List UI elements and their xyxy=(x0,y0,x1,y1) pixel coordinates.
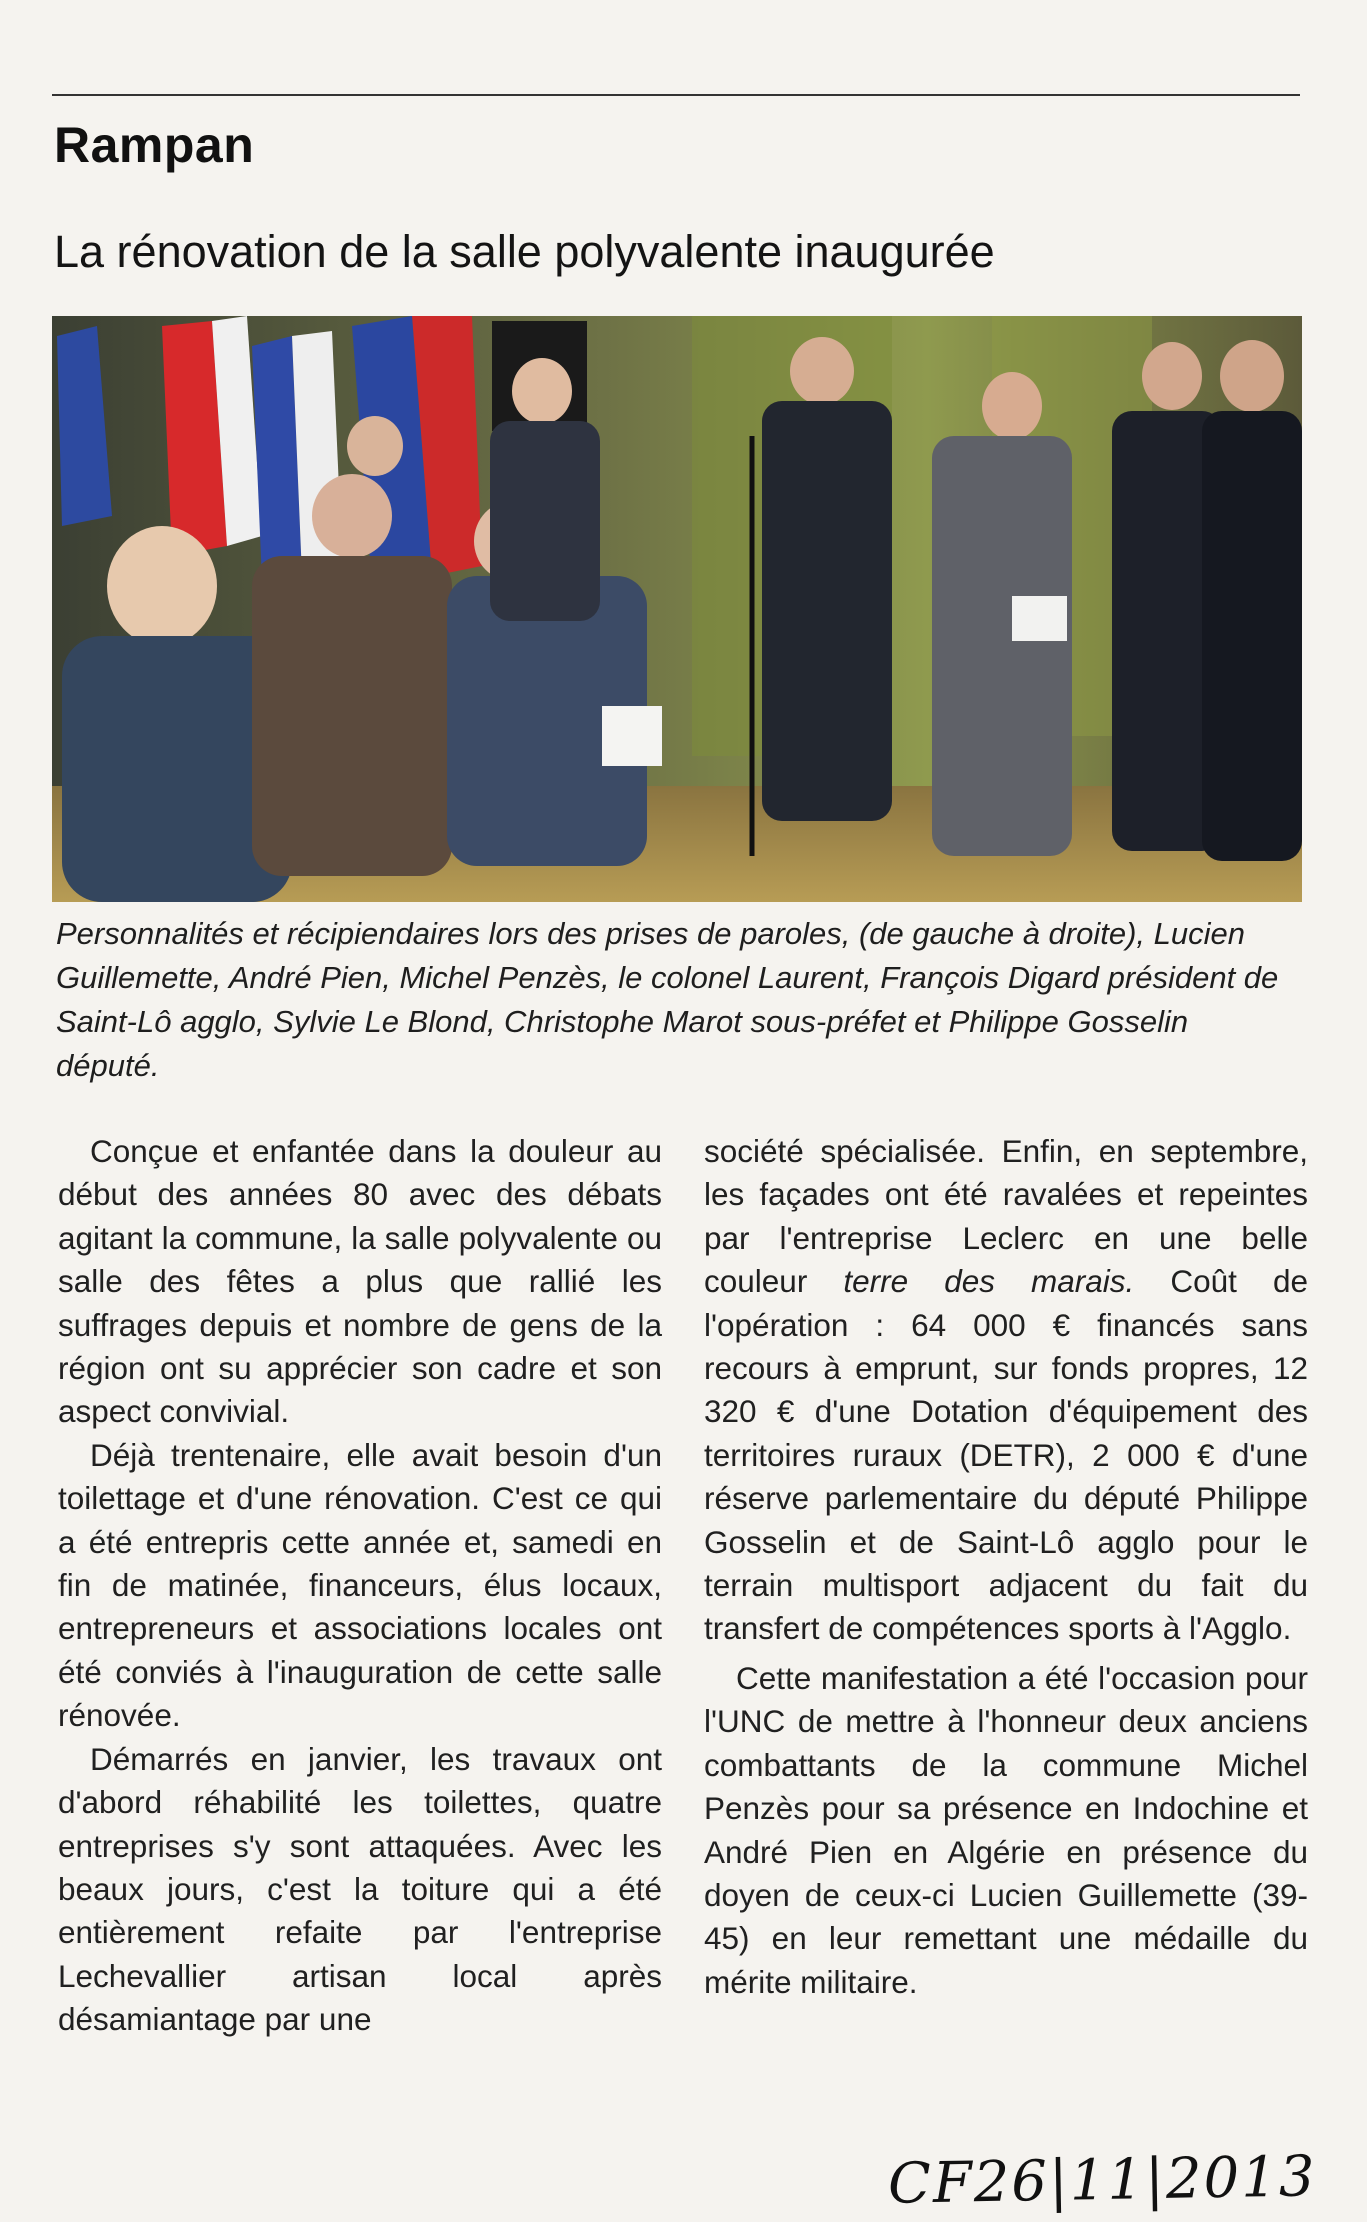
photo-inauguration-icon xyxy=(52,316,1302,902)
paragraph-3-cont-text: société spécialisée. Enfin, en septembre, les façades ont été ravalées et repeintes par l'entreprise Leclerc en une belle couleur xyxy=(704,1133,1308,1300)
article-column-1 xyxy=(58,1130,662,2042)
headline: La rénovation de la salle polyvalente inaugurée xyxy=(54,226,995,277)
section-title: Rampan xyxy=(54,117,255,173)
photo-caption xyxy=(56,912,1296,1088)
top-rule xyxy=(52,94,1300,96)
paragraph-2: Déjà trentenaire, elle avait besoin d'un toilettage et d'une rénovation. C'est ce qui a été entrepris cette année et, samedi en fin de matinée, financeurs, élus locaux, entrepreneurs et associations locales ont été conviés à l'inauguration de cette salle rénovée. xyxy=(58,1436,662,1734)
paragraph-3: Démarrés en janvier, les travaux ont d'abord réhabilité les toilettes, quatre entreprises s'y sont attaquées. Avec les beaux jours, c'est la toiture qui a été entièrement refaite par l'entreprise Lechevallier artisan local après désamiantage par une xyxy=(58,1740,662,2038)
paragraph-3-end: Coût de l'opération : 64 000 € financés sans recours à emprunt, sur fonds propres, 12 320 € d'une Dotation d'équipement des territoires ruraux (DETR), 2 000 € d'une réserve parlementaire du député Philippe Gosselin et de Saint-Lô agglo pour le terrain multisport adjacent du fait du transfert de compétences sports à l'Agglo. xyxy=(704,1263,1308,1647)
paragraph-1: Conçue et enfantée dans la douleur au début des années 80 avec des débats agitant la commune, la salle polyvalente ou salle des fêtes a plus que rallié les suffrages depuis et nombre de gens de la région ont su apprécier son cadre et son aspect convivial. xyxy=(58,1133,662,1430)
paragraph-3-continued xyxy=(704,1130,1308,1651)
paragraph-4: Cette manifestation a été l'occasion pour l'UNC de mettre à l'honneur deux anciens combattants de la commune Michel Penzès pour sa présence en Indochine et André Pien en Algérie en présence du doyen de ceux-ci Lucien Guillemette (39-45) en leur remettant une médaille du mérite militaire. xyxy=(704,1659,1308,2000)
caption-text: Personnalités et récipiendaires lors des prises de paroles, (de gauche à droite), Lucien Guillemette, André Pien, Michel Penzès, le colonel Laurent, François Digard président de Saint-Lô agglo, Sylvie Le Blond, Christophe Marot sous-préfet et Philippe Gosselin député. xyxy=(56,916,1279,1083)
article-photo xyxy=(52,316,1302,902)
handwritten-date-stamp: CF26|11|2013 xyxy=(887,2144,1318,2217)
article-column-2 xyxy=(704,1130,1308,2004)
paragraph-3-italic: terre des marais. xyxy=(843,1263,1135,1300)
